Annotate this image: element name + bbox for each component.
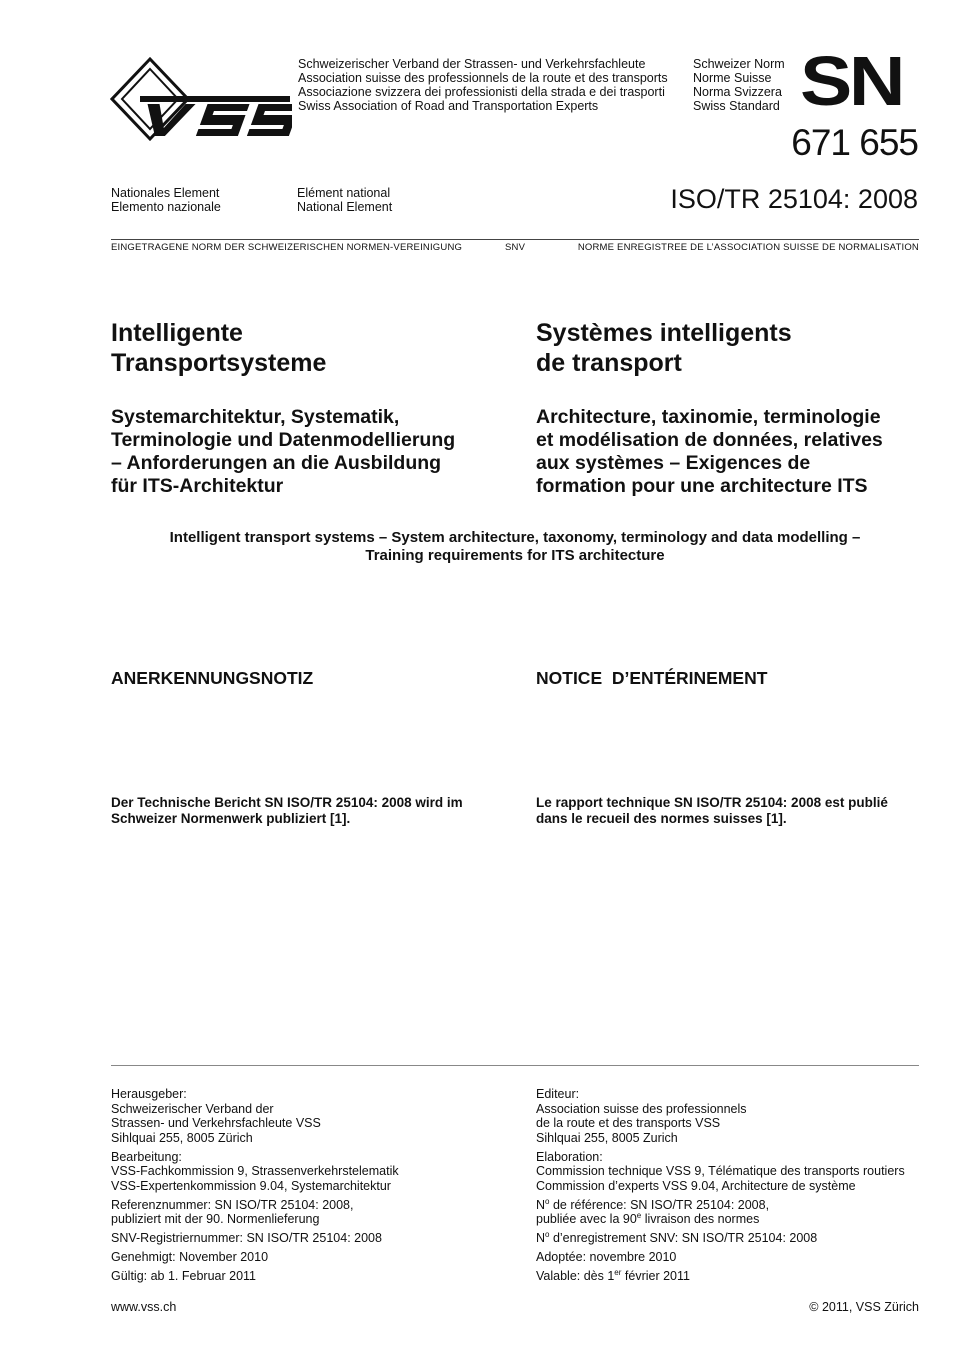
title-en-line: Training requirements for ITS architecture <box>365 547 665 564</box>
registration-number: SNV-Registriernummer: SN ISO/TR 25104: 2008 <box>111 1231 382 1245</box>
title-fr-line: Systèmes intelligents <box>536 319 792 347</box>
subtitle-fr-line: aux systèmes – Exigences de <box>536 452 811 474</box>
notice-text-fr <box>536 795 888 827</box>
association-name-fr: Association suisse des professionnels de la route et des transports <box>298 71 668 85</box>
registry-left: EINGETRAGENE NORM DER SCHWEIZERISCHEN NORMEN-VEREINIGUNG <box>111 242 463 253</box>
editing-line: VSS-Fachkommission 9, Strassenverkehrstelematik <box>111 1164 399 1178</box>
publisher-line: de la route et des transports VSS <box>536 1116 721 1130</box>
subtitle-fr-line: Architecture, taxinomie, terminologie <box>536 406 881 428</box>
sn-mark: SN <box>800 42 903 120</box>
norm-type-labels <box>693 57 785 113</box>
notice-text-de-line: Der Technische Bericht SN ISO/TR 25104: 2008 wird im <box>111 795 463 810</box>
editing-line: Commission d’experts VSS 9.04, Architecture de système <box>536 1178 856 1193</box>
norm-number: 671 655 <box>791 122 918 163</box>
association-name-it: Associazione svizzera dei professionisti della strada e dei trasporti <box>298 85 665 99</box>
footer-de <box>111 1087 521 1284</box>
notice-text-de <box>111 795 463 827</box>
editing-line: Commission technique VSS 9, Télématique des transports routiers <box>536 1164 905 1178</box>
registration-number <box>536 1231 936 1246</box>
superscript: e <box>636 1210 642 1220</box>
text-part: d’enregistrement SNV: SN ISO/TR 25104: 2008 <box>549 1231 818 1245</box>
national-element-fr: Elément national <box>297 186 391 200</box>
norm-type-fr: Norme Suisse <box>693 71 772 85</box>
publisher-address: Sihlquai 255, 8005 Zurich <box>536 1130 678 1145</box>
publisher-label: Editeur: <box>536 1087 580 1101</box>
reference-delivery <box>536 1212 936 1227</box>
subtitle-de-line: – Anforderungen an die Ausbildung <box>111 452 442 474</box>
subtitle-de-line: Terminologie und Datenmodellierung <box>111 429 456 451</box>
title-fr <box>536 318 792 378</box>
title-en-line: Intelligent transport systems – System architecture, taxonomy, terminology and data modelling – <box>169 529 861 546</box>
superscript: er <box>614 1267 622 1277</box>
reference-number: Referenznummer: SN ISO/TR 25104: 2008, <box>111 1197 354 1212</box>
title-de <box>111 318 326 378</box>
registry-right: NORME ENREGISTREE DE L’ASSOCIATION SUISSE DE NORMALISATION <box>577 242 919 253</box>
approved-date: Genehmigt: November 2010 <box>111 1250 269 1264</box>
text-part: N <box>536 1231 546 1245</box>
text-part: Valable: dès 1 <box>536 1269 615 1283</box>
subtitle-de-line: für ITS-Architektur <box>111 475 284 497</box>
national-element-left <box>111 186 221 214</box>
notice-text-fr-line: Le rapport technique SN ISO/TR 25104: 2008 est publié <box>536 795 888 810</box>
subtitle-fr <box>536 406 883 498</box>
text-part: publiée avec la 90 <box>536 1212 637 1226</box>
association-names <box>298 57 668 113</box>
text-part: livraison des normes <box>641 1212 760 1226</box>
registry-mid: SNV <box>505 242 526 253</box>
reference-delivery: publiziert mit der 90. Normenlieferung <box>111 1212 320 1226</box>
vss-logo <box>110 56 292 142</box>
editing-line: VSS-Expertenkommission 9.04, Systemarchitektur <box>111 1178 391 1193</box>
valid-date <box>536 1269 936 1284</box>
subtitle-de <box>111 406 455 498</box>
title-fr-line: de transport <box>536 349 682 377</box>
publisher-line: Strassen- und Verkehrsfachleute VSS <box>111 1116 321 1130</box>
website-link[interactable]: www.vss.ch <box>111 1300 177 1314</box>
iso-number: ISO/TR 25104: 2008 <box>670 184 918 214</box>
reference-number <box>536 1198 936 1213</box>
norm-type-it: Norma Svizzera <box>693 85 782 99</box>
publisher-line: Schweizerischer Verband der <box>111 1101 274 1116</box>
footer-divider <box>111 1065 919 1066</box>
superscript: o <box>545 1229 550 1239</box>
header-divider <box>111 239 919 240</box>
national-element-right <box>297 186 392 214</box>
norm-type-en: Swiss Standard <box>693 99 780 113</box>
national-element-it: Elemento nazionale <box>111 200 221 214</box>
national-element-de: Nationales Element <box>111 186 220 200</box>
association-name-en: Swiss Association of Road and Transportation Experts <box>298 99 599 113</box>
publisher-address: Sihlquai 255, 8005 Zürich <box>111 1130 253 1145</box>
subtitle-fr-line: formation pour une architecture ITS <box>536 475 868 497</box>
approved-date: Adoptée: novembre 2010 <box>536 1250 677 1264</box>
footer-fr <box>536 1087 936 1284</box>
publisher-label: Herausgeber: <box>111 1087 187 1101</box>
editing-label: Bearbeitung: <box>111 1149 182 1164</box>
subtitle-fr-line: et modélisation de données, relatives <box>536 429 883 451</box>
editing-label: Elaboration: <box>536 1149 603 1164</box>
text-part: de référence: SN ISO/TR 25104: 2008, <box>549 1197 770 1212</box>
notice-text-fr-line: dans le recueil des normes suisses [1]. <box>536 811 787 826</box>
national-element-en: National Element <box>297 200 393 214</box>
valid-date: Gültig: ab 1. Februar 2011 <box>111 1269 256 1283</box>
title-de-line: Intelligente <box>111 319 243 347</box>
copyright: © 2011, VSS Zürich <box>809 1300 919 1314</box>
superscript: o <box>545 1196 550 1206</box>
subtitle-de-line: Systemarchitektur, Systematik, <box>111 406 400 428</box>
notice-text-de-line: Schweizer Normenwerk publiziert [1]. <box>111 811 351 826</box>
text-part: N <box>536 1197 546 1212</box>
text-part: février 2011 <box>621 1269 690 1283</box>
notice-heading-de: ANERKENNUNGSNOTIZ <box>111 668 314 688</box>
logo-text: VSS <box>110 56 113 57</box>
association-name-de: Schweizerischer Verband der Strassen- und Verkehrsfachleute <box>298 57 646 71</box>
title-en <box>111 529 919 565</box>
norm-type-de: Schweizer Norm <box>693 57 785 71</box>
notice-heading-fr: NOTICE D’ENTÉRINEMENT <box>536 668 768 688</box>
title-de-line: Transportsysteme <box>111 349 327 377</box>
publisher-line: Association suisse des professionnels <box>536 1101 747 1116</box>
